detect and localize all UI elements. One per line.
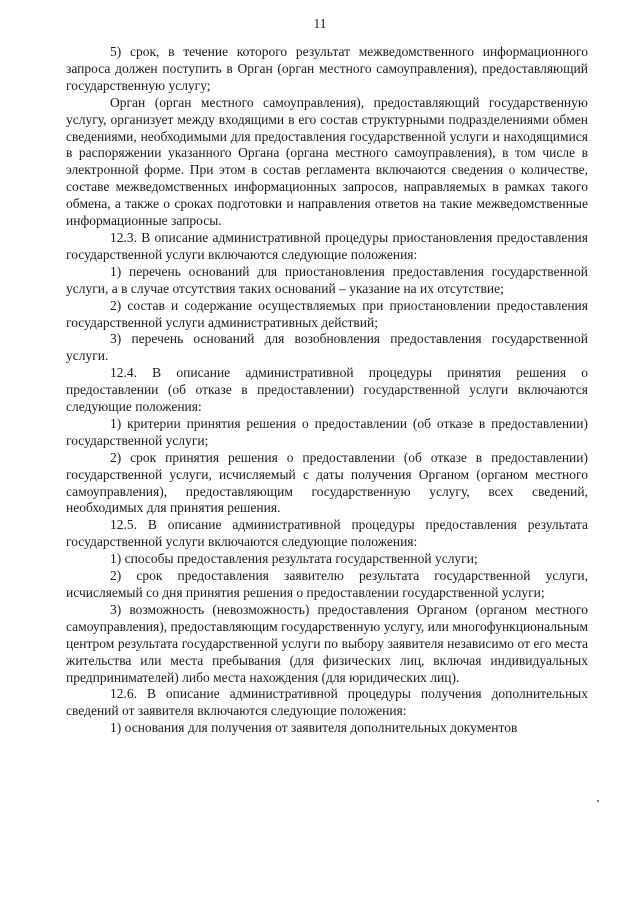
paragraph: 12.5. В описание административной процедуры предоставления результата государственной услуги включаются следующие положения: — [66, 517, 588, 550]
paragraph: 1) основания для получения от заявителя дополнительных документов — [110, 720, 518, 736]
paragraph: 2) срок предоставления заявителю результата государственной услуги, исчисляемый со дня принятия решения о предоставлении государственной услуги; — [66, 568, 588, 600]
paragraph: 1) критерии принятия решения о предоставлении (об отказе в предоставлении) государственной услуги; — [66, 415, 588, 448]
paragraph: 2) срок принятия решения о предоставлении (об отказе в предоставлении) государственной услуги, исчисляемый с даты получения Органом (органом местного самоуправления), предоставляющим государственную услугу, всех сведений, необходимых для принятия решения. — [66, 449, 588, 516]
paragraph: 12.4. В описание административной процедуры принятия решения о предоставлении (об отказе в предоставлении) государственной услуги включаются следующие положения: — [66, 365, 588, 415]
paragraph: Орган (орган местного самоуправления), предоставляющий государственную услугу, организует между входящими в его состав структурными подразделениями обмен сведениями, необходимыми для предоставления государственной услуги и находящимися в распоряжении указанного Органа (органа местного самоуправления), в том числе в электронной форме. При этом в состав регламента включаются сведения о количестве, составе межведомственных информационных запросов, направляемых в рамках такого обмена, а также о сроках подготовки и направления ответов на такие межведомственные информационные запросы. — [66, 94, 588, 229]
paragraph: 12.3. В описание административной процедуры приостановления предоставления государственной услуги включаются следующие положения: — [66, 229, 588, 262]
document-body — [66, 44, 588, 737]
paragraph: 5) срок, в течение которого результат межведомственного информационного запроса должен поступить в Орган (орган местного самоуправления), предоставляющий государственную услугу; — [66, 44, 588, 93]
paragraph: 12.6. В описание административной процедуры получения дополнительных сведений от заявителя включаются следующие положения: — [66, 686, 588, 719]
paragraph: 2) состав и содержание осуществляемых при приостановлении предоставления государственной услуги административных действий; — [66, 297, 588, 330]
scan-speck — [597, 800, 599, 802]
paragraph: 1) способы предоставления результата государственной услуги; — [110, 551, 478, 567]
page-number: 11 — [313, 16, 327, 31]
paragraph: 3) возможность (невозможность) предоставления Органом (органом местного самоуправления), предоставляющим государственную услугу, или многофункциональным центром результата государственной услуги по выбору заявителя независимо от его места жительства или места пребывания (для физических лиц, включая индивидуальных предпринимателей) либо места нахождения (для юридических лиц). — [66, 601, 588, 685]
paragraph: 1) перечень оснований для приостановления предоставления государственной услуги, а в случае отсутствия таких оснований – указание на их отсутствие; — [66, 263, 588, 296]
paragraph: 3) перечень оснований для возобновления предоставления государственной услуги. — [66, 331, 588, 364]
